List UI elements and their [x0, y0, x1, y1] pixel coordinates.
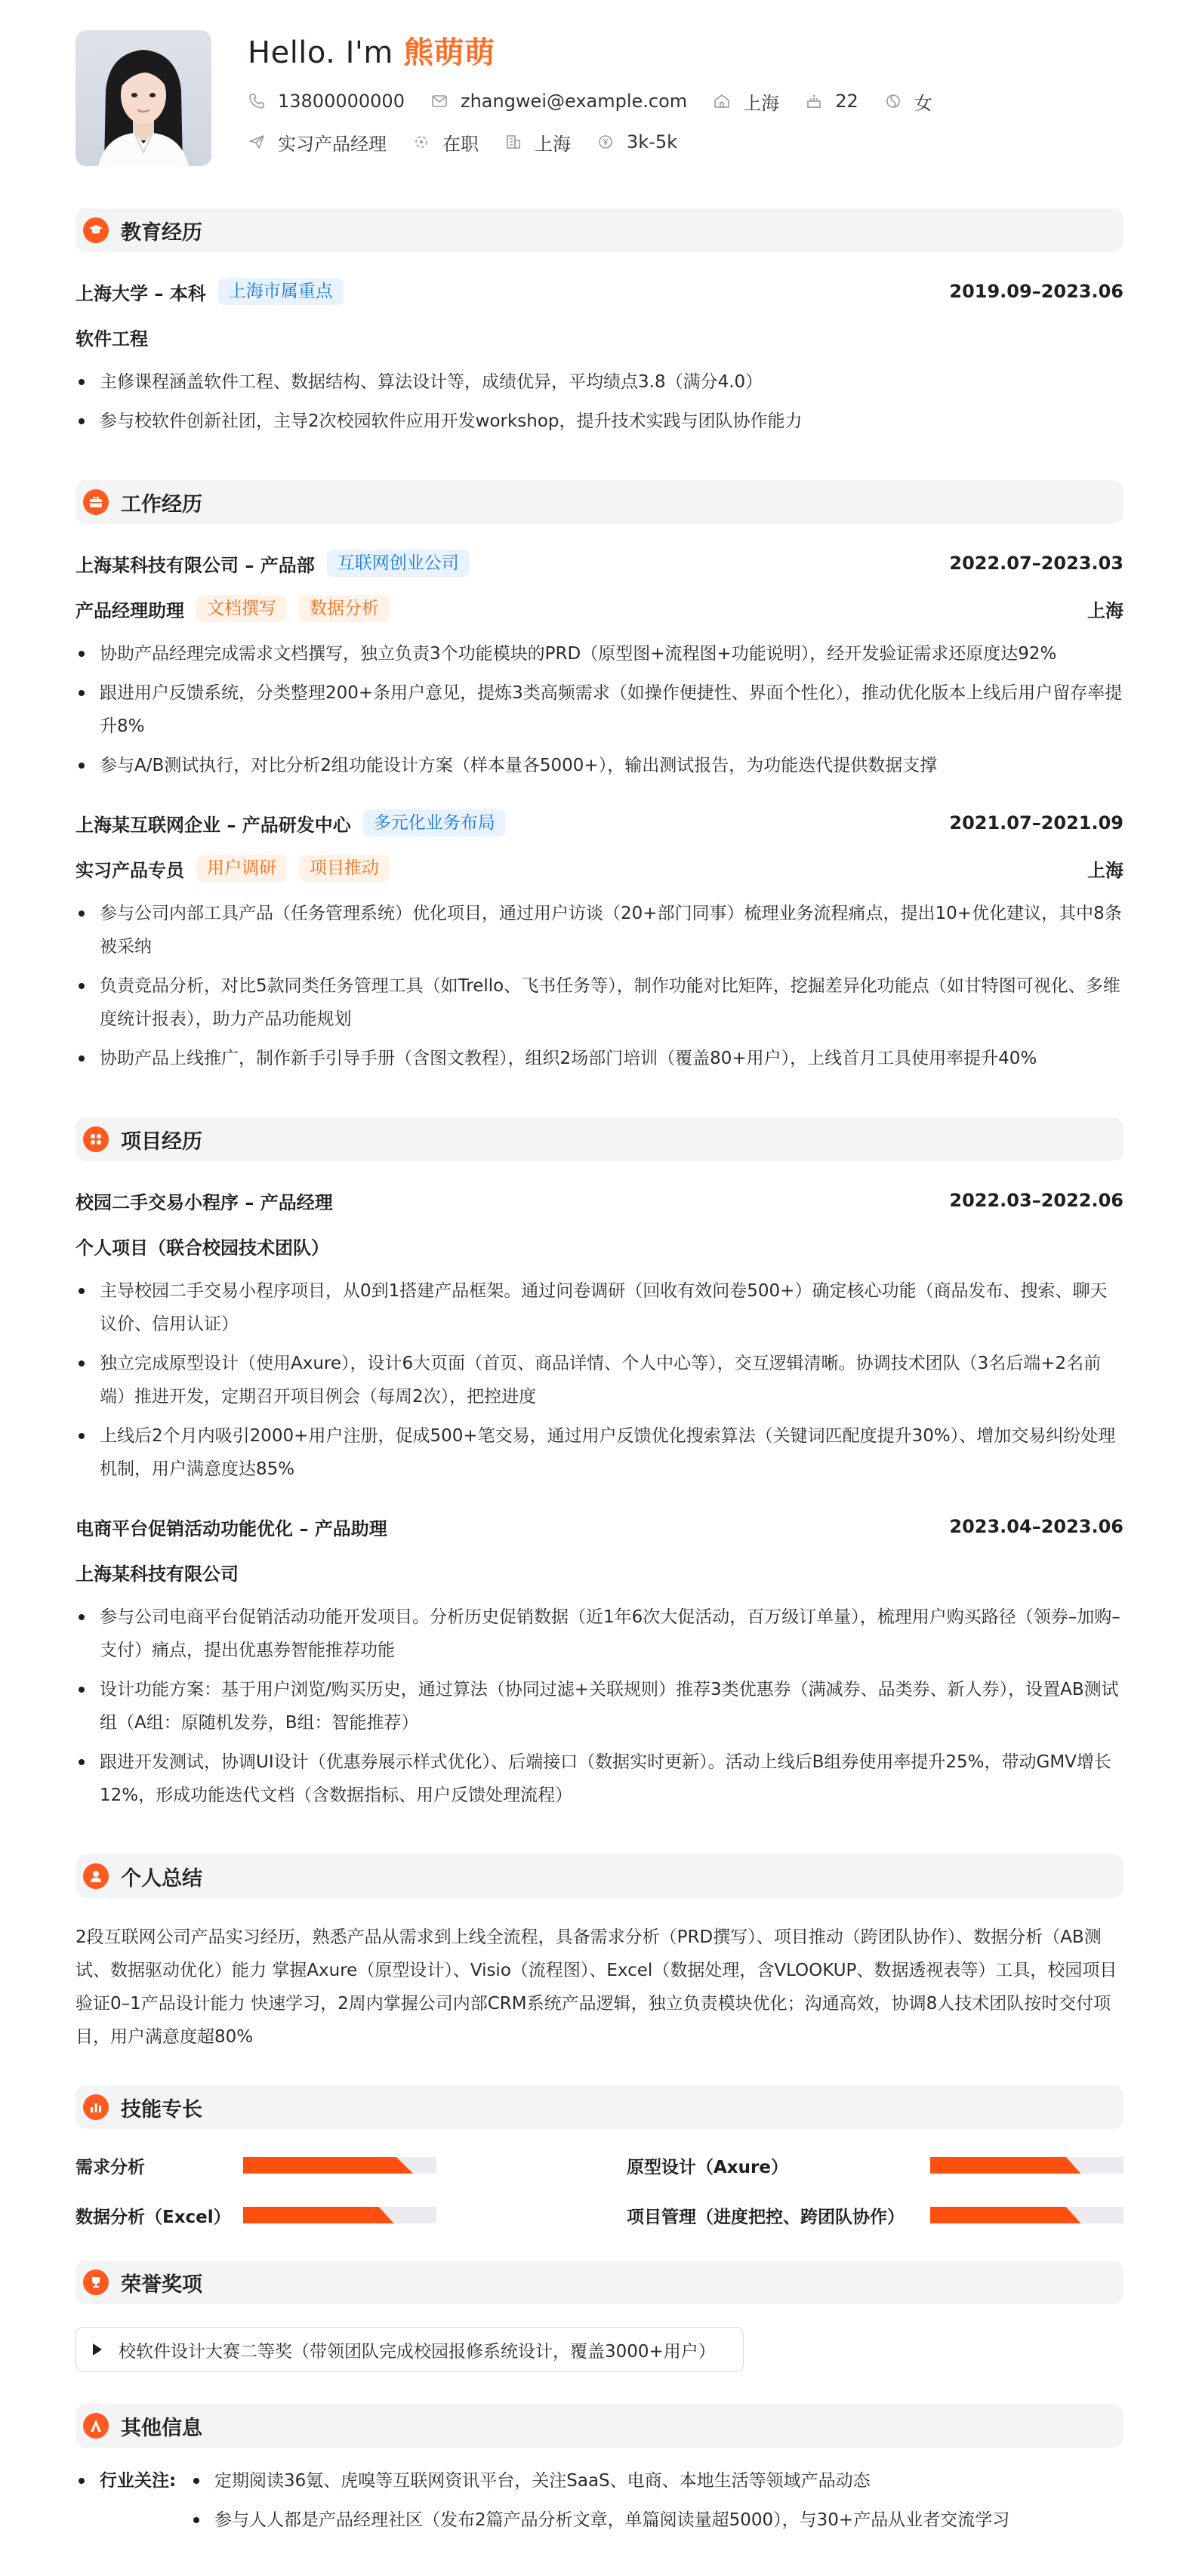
gender-text: 女	[914, 92, 932, 114]
target-city-text: 上海	[535, 133, 571, 155]
section-projects-label: 项目经历	[121, 1129, 202, 1154]
project-name: 电商平台促销活动功能优化 – 产品助理	[76, 1518, 387, 1539]
job-company: 上海某科技有限公司 – 产品部	[76, 554, 315, 576]
education-bullets	[76, 365, 1123, 438]
job-2-role-row	[76, 855, 1123, 882]
project-1-header	[76, 1187, 1123, 1214]
list-item: 参与公司内部工具产品（任务管理系统）优化项目，通过用户访谈（20+部门同事）梳理业务流程痛点，提出10+优化建议，其中8条被采纳	[76, 897, 1123, 963]
skill-item	[627, 2152, 1123, 2179]
project-org: 上海某科技有限公司	[76, 1563, 239, 1585]
project-org: 个人项目（联合校园技术团队）	[76, 1237, 329, 1259]
list-item: 上线后2个月内吸引2000+用户注册，促成500+笔交易，通过用户反馈优化搜索算法（关键词匹配度提升30%）、增加交易纠纷处理机制，用户满意度达85%	[76, 1419, 1123, 1486]
job-date: 2021.07–2021.09	[949, 812, 1123, 834]
list-item: 协助产品经理完成需求文档撰写，独立负责3个功能模块的PRD（原型图+流程图+功能说明），经开发验证需求还原度达92%	[76, 637, 1123, 670]
education-school: 上海大学 – 本科	[76, 282, 206, 304]
job-2-bullets	[76, 897, 1123, 1075]
job-company: 上海某互联网企业 – 产品研发中心	[76, 814, 351, 836]
skill-label: 原型设计（Axure）	[627, 2157, 788, 2177]
project-1-bullets	[76, 1274, 1123, 1486]
target-city	[504, 129, 571, 156]
list-item: 负责竞品分析，对比5款同类任务管理工具（如Trello、飞书任务等），制作功能对比矩阵，挖掘差异化功能点（如甘特图可视化、多维度统计报表），助力产品功能规划	[76, 969, 1123, 1036]
job-company-tag: 互联网创业公司	[327, 550, 470, 577]
phone-text: 13800000000	[278, 91, 405, 112]
job-skill-tag: 项目推动	[299, 855, 390, 882]
home-icon	[713, 92, 731, 110]
section-summary-title	[76, 1854, 1123, 1898]
job-status	[412, 129, 479, 156]
contact-row-basic	[248, 88, 958, 115]
section-other-title	[76, 2404, 1123, 2448]
job-date: 2022.07–2023.03	[949, 553, 1123, 574]
list-item: 跟进开发测试，协调UI设计（优惠券展示样式优化）、后端接口（数据实时更新）。活动上线后B组券使用率提升25%，带动GMV增长12%，形成功能迭代文档（含数据指标、用户反馈处理流程）	[76, 1746, 1123, 1812]
contact-age	[805, 91, 858, 112]
city-text: 上海	[743, 92, 780, 114]
list-item: 参与校软件创新社团，主导2次校园软件应用开发workshop，提升技术实践与团队协作能力	[76, 405, 1123, 438]
building-icon	[504, 133, 522, 151]
other-info	[76, 2464, 1123, 2537]
contact-email	[430, 91, 687, 112]
list-item: 主导校园二手交易小程序项目，从0到1搭建产品框架。通过问卷调研（回收有效问卷500+）确定核心功能（商品发布、搜索、聊天议价、信用认证）	[76, 1274, 1123, 1341]
skill-bar-fill	[930, 2207, 1081, 2223]
candidate-name: 熊萌萌	[403, 35, 495, 70]
skill-bar	[930, 2207, 1123, 2223]
education-major: 软件工程	[76, 328, 148, 350]
age-icon	[805, 92, 823, 110]
section-work-label: 工作经历	[121, 492, 202, 516]
skill-bar-fill	[930, 2157, 1081, 2174]
apps-icon	[83, 1126, 109, 1152]
job-1-header	[76, 550, 1123, 577]
list-item: 参与公司电商平台促销活动功能开发项目。分析历史促销数据（近1年6次大促活动，百万级订单量），梳理用户购买路径（领券–加购–支付）痛点，提出优惠券智能推荐功能	[76, 1601, 1123, 1667]
project-2-header	[76, 1513, 1123, 1540]
avatar	[76, 30, 211, 166]
project-date: 2023.04–2023.06	[949, 1516, 1123, 1537]
project-1-org-row	[76, 1232, 1123, 1259]
send-icon	[248, 133, 266, 151]
avatar-portrait	[76, 30, 211, 166]
project-2-org-row	[76, 1558, 1123, 1585]
list-item: 参与人人都是产品经理社区（发布2篇产品分析文章，单篇阅读量超5000），与30+产品从业者交流学习	[190, 2504, 1009, 2537]
briefcase-icon	[83, 489, 109, 515]
list-item: 跟进用户反馈系统，分类整理200+条用户意见，提炼3类高频需求（如操作便捷性、界面个性化），推动优化版本上线后用户留存率提升8%	[76, 676, 1123, 743]
honor-item[interactable]	[76, 2327, 744, 2372]
info-icon	[83, 2413, 109, 2439]
job-city: 上海	[1087, 599, 1123, 621]
trophy-icon	[83, 2269, 109, 2295]
user-icon	[83, 1863, 109, 1889]
education-header	[76, 278, 1123, 305]
greeting	[248, 32, 958, 74]
contact-phone	[248, 91, 405, 112]
industry-focus-label: 行业关注:	[76, 2464, 190, 2497]
header-info	[248, 30, 958, 156]
graduation-icon	[83, 217, 109, 243]
skill-bar	[243, 2157, 436, 2174]
skill-label: 需求分析	[76, 2157, 145, 2177]
list-item: 协助产品上线推广，制作新手引导手册（含图文教程），组织2场部门培训（覆盖80+用户），上线首月工具使用率提升40%	[76, 1042, 1123, 1075]
section-skills-label: 技能专长	[121, 2097, 202, 2122]
contact-gender	[884, 88, 932, 115]
job-1-role-row	[76, 595, 1123, 622]
skill-bar	[930, 2157, 1123, 2174]
job-1-bullets	[76, 637, 1123, 782]
resume-header	[76, 30, 1123, 166]
skills-grid	[76, 2152, 1123, 2229]
expand-triangle-icon	[93, 2343, 102, 2356]
job-status-text: 在职	[442, 133, 479, 155]
list-item: 定期阅读36氪、虎嗅等互联网资讯平台，关注SaaS、电商、本地生活等领域产品动态	[190, 2464, 1009, 2497]
honor-text: 校软件设计大赛二等奖（带领团队完成校园报修系统设计，覆盖3000+用户）	[119, 2341, 716, 2362]
job-company-tag: 多元化业务布局	[363, 809, 506, 837]
target-job-text: 实习产品经理	[278, 133, 387, 155]
skill-bar	[243, 2207, 436, 2223]
age-text: 22	[835, 91, 858, 112]
email-text: zhangwei@example.com	[460, 91, 688, 112]
list-item: 独立完成原型设计（使用Axure），设计6大页面（首页、商品详情、个人中心等），交互逻辑清晰。协调技术团队（3名后端+2名前端）推进开发，定期召开项目例会（每周2次），把控进度	[76, 1347, 1123, 1413]
section-education-label: 教育经历	[121, 220, 202, 245]
salary-icon	[596, 133, 615, 151]
section-education-title	[76, 208, 1123, 252]
chart-icon	[83, 2094, 109, 2120]
job-skill-tag: 用户调研	[196, 855, 287, 882]
salary-text: 3k-5k	[627, 131, 677, 153]
project-date: 2022.03–2022.06	[949, 1190, 1123, 1211]
education-major-row	[76, 323, 1123, 350]
list-item: 主修课程涵盖软件工程、数据结构、算法设计等，成绩优异，平均绩点3.8（满分4.0）	[76, 365, 1123, 399]
target-salary	[596, 131, 677, 153]
job-role: 产品经理助理	[76, 599, 184, 621]
job-city: 上海	[1087, 859, 1123, 881]
section-other-label: 其他信息	[121, 2416, 202, 2440]
job-role: 实习产品专员	[76, 859, 184, 881]
skill-label: 项目管理（进度把控、跨团队协作）	[627, 2207, 905, 2227]
skill-item	[627, 2202, 1123, 2229]
section-summary-label: 个人总结	[121, 1866, 202, 1890]
skill-item	[76, 2202, 566, 2229]
list-item: 参与A/B测试执行，对比分析2组功能设计方案（样本量各5000+），输出测试报告，为功能迭代提供数据支撑	[76, 749, 1123, 782]
mail-icon	[430, 92, 448, 110]
greeting-prefix: Hello. I'm	[248, 35, 393, 70]
project-name: 校园二手交易小程序 – 产品经理	[76, 1191, 333, 1213]
job-skill-tag: 数据分析	[299, 595, 390, 622]
section-projects-title	[76, 1117, 1123, 1161]
target-job	[248, 129, 387, 156]
list-item: 设计功能方案：基于用户浏览/购买历史，通过算法（协同过滤+关联规则）推荐3类优惠券（满减券、品类券、新人券），设置AB测试组（A组：原随机发券，B组：智能推荐）	[76, 1673, 1123, 1739]
skill-item	[76, 2152, 566, 2179]
section-skills-title	[76, 2085, 1123, 2129]
skill-label: 数据分析（Excel）	[76, 2207, 231, 2227]
section-work-title	[76, 480, 1123, 524]
section-honors-label: 荣誉奖项	[121, 2272, 202, 2297]
education-tag: 上海市属重点	[218, 278, 344, 305]
job-skill-tag: 文档撰写	[196, 595, 287, 622]
section-honors-title	[76, 2260, 1123, 2304]
skill-bar-fill	[243, 2157, 413, 2174]
status-icon	[412, 133, 430, 151]
other-bullets	[190, 2464, 1009, 2537]
contact-city	[713, 88, 779, 115]
gender-icon	[884, 92, 902, 110]
phone-icon	[248, 92, 266, 110]
skill-bar-fill	[243, 2207, 394, 2223]
project-2-bullets	[76, 1601, 1123, 1812]
summary-text: 2段互联网公司产品实习经历，熟悉产品从需求到上线全流程，具备需求分析（PRD撰写）、项目推动（跨团队协作）、数据分析（AB测试、数据驱动优化）能力 掌握Axure（原型设计）、Visio（流程图）、Excel（数据处理，含VLOOKUP、数据透视表等）工具，校园项目验证0–1产品设计能力 快速学习，2周内掌握公司内部CRM系统产品逻辑，独立负责模块优化；沟通高效，协调8人技术团队按时交付项目，用户满意度超80%	[76, 1927, 1117, 2047]
contact-row-job	[248, 128, 958, 156]
job-2-header	[76, 809, 1123, 837]
education-date: 2019.09–2023.06	[949, 281, 1123, 302]
